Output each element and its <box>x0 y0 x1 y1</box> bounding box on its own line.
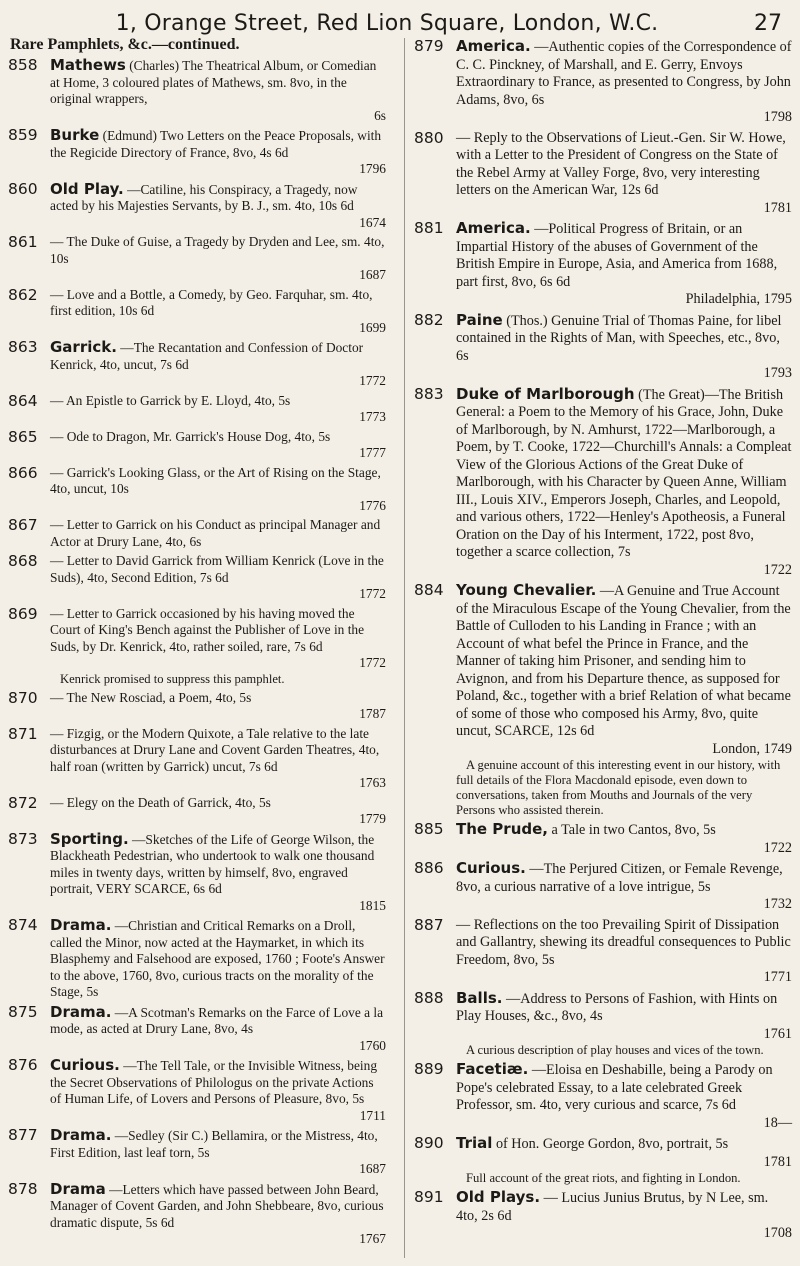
entry-number: 858 <box>8 56 38 74</box>
entry-date: 1776 <box>359 497 386 513</box>
catalogue-entry <box>8 517 386 550</box>
catalogue-entry <box>8 465 386 515</box>
entry-number: 879 <box>414 37 444 55</box>
entry-description: (The Great)—The British General: a Poem to the Memory of his Grace, John, Duke of Marlborough, by N. Amhurst, 1722—Marlborough, a Poem, by T. Cooke, 1722—Churchill's Annals: a Compleat View of the Glorious Actions of the Great Duke of Marlborough, with his Character by Queen Anne, William III., Louis XIV., Emperors Joseph, Charles, and Leopold, and various others, 1722—Henley's Apotheosis, a Funeral Oration on the Day of his Interment, 1722, post 8vo, together a scarce collection, 7s <box>456 386 792 560</box>
catalogue-entry <box>414 917 792 987</box>
entry-number: 863 <box>8 338 38 356</box>
entry-date: 1722 <box>763 561 792 578</box>
entry-description: — Letter to Garrick on his Conduct as principal Manager and Actor at Drury Lane, 4to, 6s <box>50 517 381 549</box>
entry-number: 862 <box>8 285 38 304</box>
entry-number: 870 <box>8 688 38 707</box>
right-column <box>414 38 792 1246</box>
entry-description: —A Scotman's Remarks on the Farce of Love a la mode, as acted at Drury Lane, 8vo, 4s <box>50 1004 384 1036</box>
catalogue-entry <box>414 821 792 857</box>
entry-description: — Ode to Dragon, Mr. Garrick's House Dog, 4to, 5s <box>50 428 331 444</box>
catalogue-entry <box>8 181 386 232</box>
entry-heading: Trial <box>456 1134 493 1152</box>
entry-description: — An Epistle to Garrick by E. Lloyd, 4to, 5s <box>50 392 291 408</box>
entry-date: 1779 <box>359 811 386 826</box>
entry-number: 868 <box>8 552 38 570</box>
entry-description: —Eloisa en Deshabille, being a Parody on Pope's celebrated Essay, to a late celebrated Greek Professor, sm. 4to, very curious and scarce, 7s 6d <box>456 1062 773 1113</box>
entry-number: 864 <box>8 391 38 410</box>
entry-number: 885 <box>414 820 444 838</box>
entry-date: 1761 <box>763 1025 792 1042</box>
entry-date: 1708 <box>763 1225 792 1241</box>
entry-date: 1699 <box>359 319 386 335</box>
entry-date: 1674 <box>359 214 386 230</box>
entry-description: (Thos.) Genuine Trial of Thomas Paine, for libel contained in the Rights of Man, with Speeches, etc., 8vo, 6s <box>456 312 782 364</box>
entry-number: 871 <box>8 724 38 743</box>
entry-description: —The Recantation and Confession of Doctor Kenrick, 4to, uncut, 7s 6d <box>50 340 364 372</box>
entry-date: Philadelphia, 1795 <box>685 291 792 307</box>
entry-description: —Sketches of the Life of George Wilson, the Blackheath Pedestrian, who undertook to walk one thousand miles in twenty days, written by himself, 8vo, engraved portrait, VERY SCARCE, 6s 6d <box>50 831 375 896</box>
entry-description: —A Genuine and True Account of the Miraculous Escape of the Young Chevalier, from the Battle of Culloden to his Landing in France ; with an Account of what befel the Prince in France, and the Manner of taking him Prisoner, and sending him to Avignon, and from his Departure thence, as supposed for Poland, &c., together with a brief Relation of what became of some of those who composed his Army, 8vo, quite uncut, SCARCE, 12s 6d <box>456 583 791 739</box>
catalogue-entry <box>414 38 792 127</box>
entry-number: 884 <box>414 581 444 599</box>
catalogue-entry <box>414 1135 792 1186</box>
entry-description: —The Perjured Citizen, or Female Revenge, 8vo, a curious narrative of a love intrigue, 5s <box>456 861 783 895</box>
entry-heading: Old Plays. <box>456 1188 541 1206</box>
catalogue-entry <box>414 1061 792 1132</box>
catalogue-entry <box>414 220 792 309</box>
catalogue-entry <box>8 1181 386 1248</box>
catalogue-entry <box>414 312 792 383</box>
entry-heading: Facetiæ. <box>456 1060 529 1078</box>
entry-heading: Paine <box>456 310 503 329</box>
entry-description: —Address to Persons of Fashion, with Hints on Play Houses, &c., 8vo, 4s <box>456 990 778 1024</box>
catalogue-entry <box>8 234 386 284</box>
entry-number: 890 <box>414 1134 444 1152</box>
entry-number: 880 <box>414 128 444 147</box>
catalogue-entry <box>414 990 792 1059</box>
entry-heading: Balls. <box>456 988 503 1007</box>
entry-description: — The New Rosciad, a Poem, 4to, 5s <box>50 689 252 705</box>
catalogue-entry <box>8 1127 386 1178</box>
entry-description: — Fizgig, or the Modern Quixote, a Tale relative to the late disturbances at Drury Lane and Covent Garden Theatres, 4to, half roan (written by Garrick) uncut, 7s 6d <box>50 725 380 774</box>
entry-description: (Edmund) Two Letters on the Peace Proposals, with the Regicide Directory of France, 8vo, 4s 6d <box>50 128 382 160</box>
entry-heading: Curious. <box>50 1056 120 1074</box>
catalogue-entry <box>8 57 386 124</box>
catalogue-entry <box>8 606 386 687</box>
entry-description: — Love and a Bottle, a Comedy, by Geo. Farquhar, sm. 4to, first edition, 10s 6d <box>50 286 373 318</box>
entry-date: 1772 <box>359 655 386 670</box>
entry-heading: Sporting. <box>50 829 129 848</box>
entry-date: 1772 <box>359 586 386 601</box>
entry-description: a Tale in two Cantos, 8vo, 5s <box>551 822 716 838</box>
entry-number: 873 <box>8 829 38 848</box>
entry-number: 882 <box>414 310 444 329</box>
entry-description: of Hon. George Gordon, 8vo, portrait, 5s <box>495 1136 729 1152</box>
entry-date: 1815 <box>359 897 386 913</box>
entry-number: 859 <box>8 126 38 144</box>
entry-date: London, 1749 <box>712 740 792 757</box>
entry-date: 1773 <box>359 409 386 424</box>
entry-heading: Drama. <box>50 1002 112 1021</box>
entry-date: 1787 <box>359 706 386 721</box>
entry-date: 1781 <box>763 1153 792 1170</box>
entry-number: 883 <box>414 384 444 403</box>
entry-date: 1798 <box>763 109 792 125</box>
entry-heading: Drama <box>50 1179 106 1198</box>
entry-date: 18— <box>763 1114 792 1131</box>
entry-heading: Duke of Marlborough <box>456 384 635 403</box>
entry-number: 872 <box>8 793 38 812</box>
entry-date: 1796 <box>359 161 386 176</box>
entry-description: — Reply to the Observations of Lieut.-Gen. Sir W. Howe, with a Letter to the President of Congress on the State of the Rebel Army at Valley Forge, 8vo, very interesting letters on the American War, 12s 6d <box>456 129 786 198</box>
catalogue-entry <box>8 287 386 337</box>
entry-number: 869 <box>8 604 38 623</box>
entry-date: 1771 <box>763 969 792 985</box>
entry-date: 6s <box>374 107 386 123</box>
entry-date: 1687 <box>359 1161 386 1176</box>
entry-heading: Mathews <box>50 56 126 74</box>
entry-date: 1781 <box>763 199 792 216</box>
entry-description: —The Tell Tale, or the Invisible Witness, being the Secret Observations of Philologus on the private Actions of Human Life, of Lovers and Persons of Pleasure, 8vo, 5s <box>50 1058 378 1106</box>
entry-date: 1687 <box>359 267 386 282</box>
entry-number: 874 <box>8 916 38 934</box>
entry-heading: Drama. <box>50 916 112 934</box>
entry-description: — The Duke of Guise, a Tragedy by Dryden and Lee, sm. 4to, 10s <box>50 234 385 266</box>
catalogue-entry <box>8 917 386 1001</box>
entry-description: (Charles) The Theatrical Album, or Comedian at Home, 3 coloured plates of Mathews, sm. 8vo, in the original wrappers, <box>50 58 377 106</box>
entry-number: 875 <box>8 1002 38 1021</box>
entry-description: — Lucius Junius Brutus, by N Lee, sm. 4to, 2s 6d <box>456 1190 769 1224</box>
entry-number: 860 <box>8 179 38 198</box>
entry-number: 888 <box>414 988 444 1007</box>
entry-description: — Letter to Garrick occasioned by his having moved the Court of King's Bench against the Publisher of Love in the Suds, by Dr. Kenrick, 4to, rather soiled, rare, 7s 6d <box>50 605 365 654</box>
catalogue-entry <box>414 386 792 580</box>
catalogue-entry <box>8 726 386 792</box>
entry-date: 1793 <box>763 365 792 381</box>
entry-description: — Garrick's Looking Glass, or the Art of Rising on the Stage, 4to, uncut, 10s <box>50 464 381 496</box>
entry-number: 876 <box>8 1056 38 1074</box>
entry-description: — Elegy on the Death of Garrick, 4to, 5s <box>50 794 271 810</box>
catalogue-entry <box>414 1189 792 1243</box>
catalogue-entry <box>8 795 386 828</box>
catalogue-entry <box>8 1004 386 1055</box>
entry-heading: America. <box>456 219 531 237</box>
entry-number: 861 <box>8 233 38 251</box>
entry-date: 1711 <box>359 1107 386 1123</box>
entry-number: 886 <box>414 859 444 877</box>
catalogue-entry <box>8 127 386 178</box>
catalogue-entry <box>8 553 386 603</box>
catalogue-entry <box>414 582 792 818</box>
entry-heading: Young Chevalier. <box>456 581 597 599</box>
entry-description: —Political Progress of Britain, or an Impartial History of the abuses of Government of the British Empire in Europe, Asia, and America from 1688, part first, 8vo, 6s 6d <box>456 221 778 290</box>
entry-description: —Christian and Critical Remarks on a Droll, called the Minor, now acted at the Haymarket, in which its Blasphemy and Falsehood are exposed, 1760 ; Foote's Answer to the above, 1760, 8vo, curious tracts on the morality of the Stage, 5s <box>50 918 385 999</box>
entry-number: 891 <box>414 1188 444 1206</box>
entry-number: 881 <box>414 219 444 237</box>
entry-date: 1777 <box>359 445 386 460</box>
entry-heading: America. <box>456 37 531 55</box>
page-number: 27 <box>754 11 782 36</box>
catalogue-entry <box>8 429 386 462</box>
catalogue-entry <box>8 339 386 390</box>
entry-number: 867 <box>8 516 38 534</box>
entry-description: — Letter to David Garrick from William Kenrick (Love in the Suds), 4to, Second Edition, 7s 6d <box>50 553 384 585</box>
entry-description: —Authentic copies of the Correspondence of C. C. Pinckney, of Marshall, and E. Gerry, Envoys Extraordinary to France, as presented to Congress, by John Adams, 8vo, 6s <box>456 39 792 108</box>
entry-date: 1767 <box>359 1231 386 1246</box>
column-divider <box>404 38 405 1258</box>
entry-date: 1763 <box>359 775 386 790</box>
entry-number: 866 <box>8 463 38 482</box>
entry-heading: Curious. <box>456 859 526 877</box>
entry-heading: Burke <box>50 126 100 144</box>
entry-heading: Old Play. <box>50 179 124 198</box>
entry-note: Kenrick promised to suppress this pamphlet. <box>60 671 285 686</box>
entry-note: A curious description of play houses and vices of the town. <box>466 1043 764 1057</box>
entry-date: 1760 <box>359 1037 386 1053</box>
section-title: Rare Pamphlets, &c.—continued. <box>10 36 240 53</box>
entry-date: 1772 <box>359 373 386 388</box>
entry-number: 887 <box>414 915 444 934</box>
publisher-address: 1, Orange Street, Red Lion Square, London, W.C. <box>115 11 659 36</box>
catalogue-entry <box>414 130 792 218</box>
entry-date: 1722 <box>763 839 792 856</box>
entry-note: Full account of the great riots, and fighting in London. <box>466 1171 741 1185</box>
entry-number: 878 <box>8 1179 38 1198</box>
entry-number: 877 <box>8 1126 38 1144</box>
entry-description: — Reflections on the too Prevailing Spirit of Dissipation and Gallantry, shewing its dreadful consequences to Public Freedom, 8vo, 5s <box>456 916 791 968</box>
entry-date: 1732 <box>763 896 792 912</box>
entry-description: —Letters which have passed between John Beard, Manager of Covent Garden, and John Shebbeare, 8vo, curious dramatic dispute, 5s 6d <box>50 1181 384 1230</box>
catalogue-entry <box>414 860 792 914</box>
entry-heading: The Prude, <box>456 820 548 838</box>
entry-description: —Catiline, his Conspiracy, a Tragedy, now acted by his Majesties Servants, by B. J., sm. 4to, 10s 6d <box>50 181 358 213</box>
catalogue-entry <box>8 1057 386 1124</box>
page-header <box>10 2 790 36</box>
catalogue-entry <box>8 690 386 723</box>
left-column <box>8 57 386 1251</box>
entry-heading: Garrick. <box>50 338 117 356</box>
entry-description: —Sedley (Sir C.) Bellamira, or the Mistress, 4to, First Edition, last leaf torn, 5s <box>50 1128 378 1160</box>
catalogue-entry <box>8 393 386 426</box>
catalogue-entry <box>8 831 386 915</box>
entry-note: A genuine account of this interesting event in our history, with full details of the Flora Macdonald episode, even down to conversations, taken from Mouths and Journals of the very Persons who assisted therein. <box>456 758 781 817</box>
entry-number: 889 <box>414 1060 444 1078</box>
entry-number: 865 <box>8 427 38 446</box>
entry-heading: Drama. <box>50 1126 112 1144</box>
